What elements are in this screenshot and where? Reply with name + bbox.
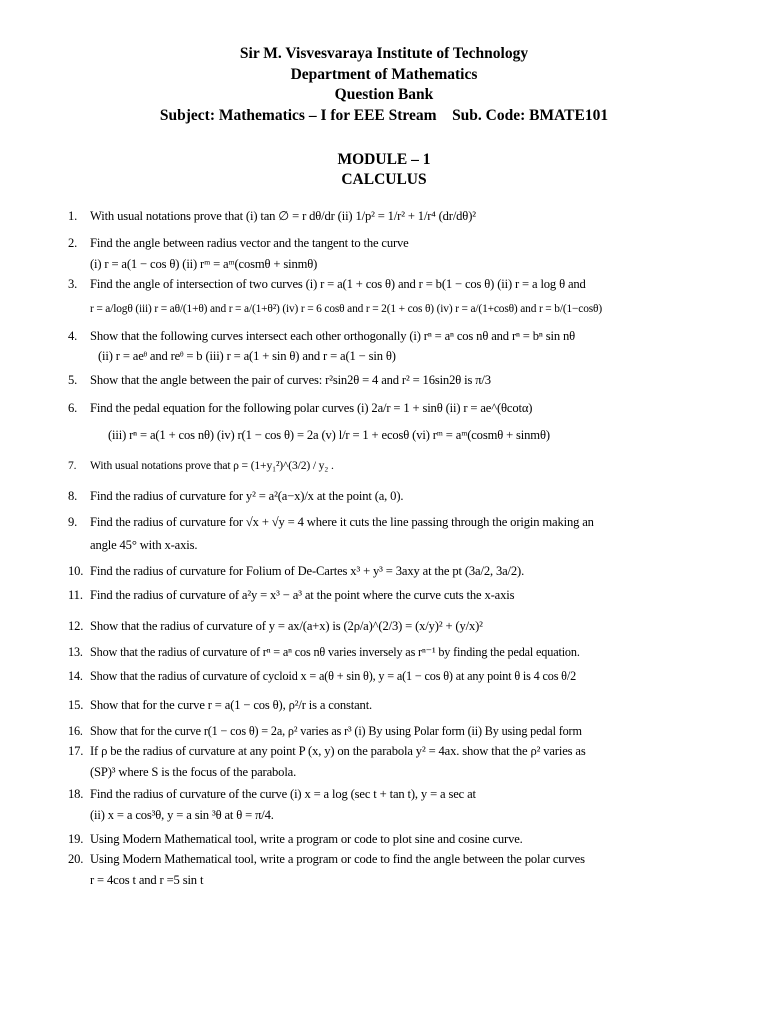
module-topic: CALCULUS	[341, 171, 427, 188]
question-6	[68, 401, 532, 416]
question-number: 2.	[68, 236, 78, 250]
question-4-line-2: (ii) r = aeᶿ and reᶿ = b (iii) r = a(1 + sin θ) and r = a(1 − sin θ)	[98, 349, 396, 363]
question-8	[68, 489, 403, 504]
question-text: With usual notations prove that (i) tan ∅ = r dθ/dr (ii) 1/p² = 1/r² + 1/r⁴ (dr/dθ)²	[90, 209, 476, 223]
question-12	[68, 619, 483, 634]
institute-name: Sir M. Visvesvaraya Institute of Technology	[239, 45, 529, 62]
question-number: 6.	[68, 401, 78, 415]
document-header	[0, 44, 768, 126]
question-number: 13.	[68, 645, 83, 659]
question-3-line-2: r = a/logθ (iii) r = aθ/(1+θ) and r = a/(1+θ²) (iv) r = 6 cosθ and r = 2(1 + cos θ) (iv) r = a/(1+cosθ) and r = b/(1−cosθ)	[90, 303, 602, 315]
sub-code: Sub. Code: BMATE101	[452, 106, 609, 124]
question-text: With usual notations prove that ρ = (1+y₁²)^(3/2) / y₂ .	[90, 459, 334, 472]
question-4	[68, 329, 575, 344]
question-number: 8.	[68, 489, 78, 503]
question-17-line-2: (SP)³ where S is the focus of the parabola.	[90, 765, 297, 779]
question-number: 7.	[68, 459, 77, 472]
question-number: 3.	[68, 277, 78, 291]
question-number: 18.	[68, 787, 84, 801]
question-11	[68, 588, 514, 603]
question-6-line-2: (iii) rⁿ = a(1 + cos nθ) (iv) r(1 − cos θ) = 2a (v) l/r = 1 + ecosθ (vi) rᵐ = aᵐ(cosmθ + sinmθ)	[108, 428, 550, 442]
question-18-line-2: (ii) x = a cos³θ, y = a sin ³θ at θ = π/4.	[90, 808, 274, 822]
question-2	[68, 236, 409, 251]
question-text: Show that the radius of curvature of cycloid x = a(θ + sin θ), y = a(1 − cos θ) at any point θ is 4 cos θ/2	[90, 669, 577, 683]
subject-line	[0, 106, 768, 127]
question-7	[68, 459, 334, 472]
question-2-line-2: (i) r = a(1 − cos θ) (ii) rᵐ = aᵐ(cosmθ + sinmθ)	[90, 257, 318, 271]
question-text: Find the radius of curvature for Folium of De-Cartes x³ + y³ = 3axy at the pt (3a/2, 3a/2).	[90, 564, 525, 578]
question-10	[68, 564, 524, 579]
question-1	[68, 208, 476, 224]
question-text: Using Modern Mathematical tool, write a program or code to find the angle between the polar curves	[90, 852, 585, 866]
question-17	[68, 744, 586, 759]
question-text: Show that for the curve r(1 − cos θ) = 2a, ρ² varies as r³ (i) By using Polar form (ii) By using pedal form	[90, 724, 582, 738]
question-3	[68, 277, 586, 292]
question-number: 1.	[68, 209, 78, 223]
question-text: Show that the following curves intersect each other orthogonally (i) rⁿ = aⁿ cos nθ and rⁿ = bⁿ sin nθ	[90, 329, 575, 343]
question-number: 14.	[68, 669, 83, 683]
question-number: 5.	[68, 373, 78, 387]
question-number: 12.	[68, 619, 84, 633]
module-heading	[0, 150, 768, 190]
question-number: 16.	[68, 724, 83, 738]
question-text: Find the radius of curvature of the curve (i) x = a log (sec t + tan t), y = a sec at	[90, 787, 476, 801]
question-15	[68, 698, 372, 713]
question-18	[68, 787, 476, 802]
question-5	[68, 373, 491, 388]
question-number: 20.	[68, 852, 84, 866]
question-number: 4.	[68, 329, 78, 343]
question-13	[68, 645, 580, 660]
question-9	[68, 515, 594, 530]
question-14	[68, 669, 576, 684]
question-text: Find the pedal equation for the following polar curves (i) 2a/r = 1 + sinθ (ii) r = ae^(θcotα)	[90, 401, 533, 415]
question-text: Find the angle between radius vector and the tangent to the curve	[90, 236, 409, 250]
document-type: Question Bank	[334, 86, 434, 103]
question-text: Find the radius of curvature of a²y = x³ − a³ at the point where the curve cuts the x-axis	[90, 588, 515, 602]
question-number: 19.	[68, 832, 84, 846]
question-text: Find the radius of curvature for √x + √y = 4 where it cuts the line passing through the origin making an	[90, 515, 594, 529]
subject: Subject: Mathematics – I for EEE Stream	[159, 106, 437, 124]
question-text: Show that the radius of curvature of y = ax/(a+x) is (2ρ/a)^(2/3) = (x/y)² + (y/x)²	[90, 619, 483, 633]
department-name: Department of Mathematics	[290, 65, 478, 83]
question-number: 11.	[68, 588, 83, 602]
question-16	[68, 724, 582, 739]
question-20-line-2: r = 4cos t and r =5 sin t	[90, 873, 204, 887]
question-9-line-2: angle 45° with x-axis.	[90, 538, 198, 552]
question-text: Show that for the curve r = a(1 − cos θ), ρ²/r is a constant.	[90, 698, 373, 712]
module-title: MODULE – 1	[337, 151, 431, 168]
question-text: Show that the angle between the pair of curves: r²sin2θ = 4 and r² = 16sin2θ is π/3	[90, 373, 491, 387]
question-number: 10.	[68, 564, 84, 578]
question-text: Find the angle of intersection of two curves (i) r = a(1 + cos θ) and r = b(1 − cos θ) (ii) r = a log θ and	[90, 277, 586, 291]
question-text: Using Modern Mathematical tool, write a program or code to plot sine and cosine curve.	[90, 832, 523, 846]
question-text: If ρ be the radius of curvature at any point P (x, y) on the parabola y² = 4ax. show that the ρ² varies as	[90, 744, 586, 758]
question-19	[68, 832, 523, 847]
question-number: 15.	[68, 698, 84, 712]
question-text: Show that the radius of curvature of rⁿ = aⁿ cos nθ varies inversely as rⁿ⁻¹ by finding the pedal equation.	[90, 645, 580, 659]
question-text: Find the radius of curvature for y² = a²(a−x)/x at the point (a, 0).	[90, 489, 404, 503]
question-number: 17.	[68, 744, 84, 758]
question-20	[68, 852, 585, 867]
question-number: 9.	[68, 515, 78, 529]
